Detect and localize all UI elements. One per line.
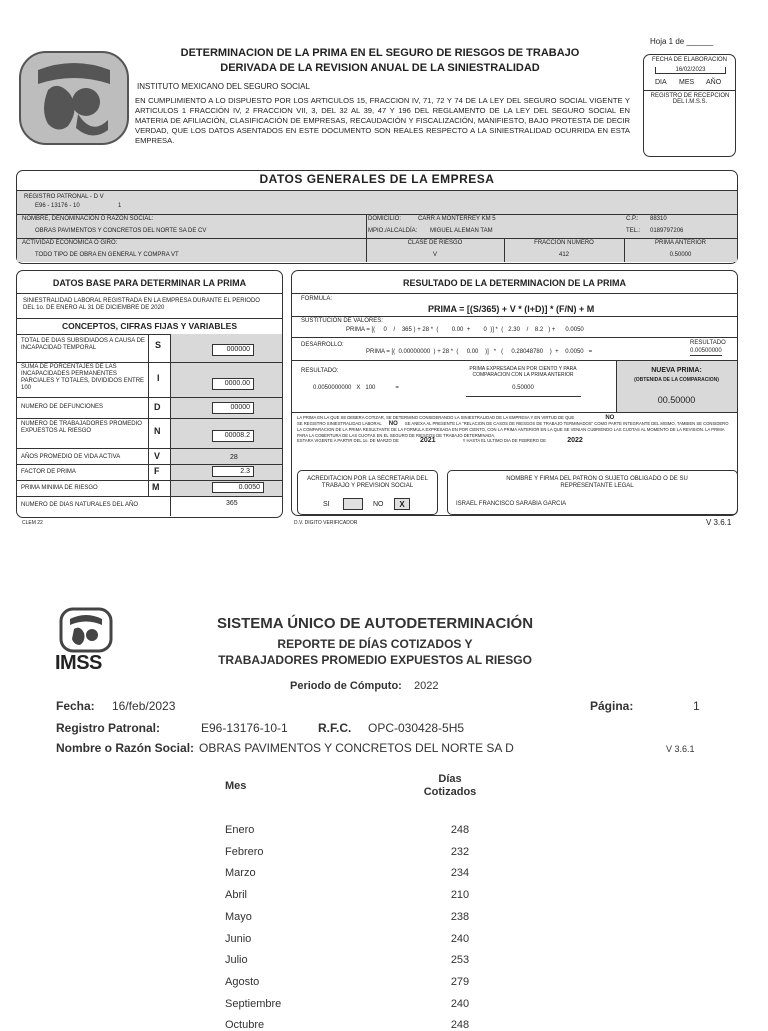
form-title-line1: DETERMINACION DE LA PRIMA EN EL SEGURO DE RIESGOS DE TRABAJO	[180, 47, 580, 59]
resultado-title: RESULTADO DE LA DETERMINACION DE LA PRIMA	[403, 278, 626, 288]
month-name: Octubre	[225, 1019, 265, 1031]
concept-value: 2.3	[212, 466, 254, 477]
mes-label: MES	[679, 79, 695, 86]
concept-label: NUMERO DE DIAS NATURALES DEL AÑO	[21, 502, 139, 508]
month-name: Julio	[225, 954, 248, 967]
municipio-value: MIGUEL ALEMAN TAM	[430, 228, 493, 234]
resultado-calc: 0.0050000000 X 100 =	[313, 385, 399, 391]
actividad-label: ACTIVIDAD ECONOMICA O GIRO:	[22, 240, 118, 246]
month-name: Febrero	[225, 845, 264, 858]
fraccion-label: FRACCION NUMERO	[534, 240, 594, 246]
si-label: SI	[323, 501, 330, 508]
pagina-value: 1	[693, 699, 700, 713]
formula-text: PRIMA = [(S/365) + V * (I+D)] * (F/N) + M	[428, 304, 595, 314]
dv-digito-label: D.V. DIGITO VERIFICADOR	[294, 520, 358, 526]
month-name: Junio	[225, 932, 252, 945]
days-value: 248	[450, 824, 470, 836]
desarrollo-text: PRIMA = [( 0.00000000 ) + 28 * ( 0.00 )] * ( 0.28048780 ) + 0.0050 =	[366, 349, 593, 355]
month-name: Septiembre	[225, 997, 282, 1010]
sustitucion-text: PRIMA = [( 0 / 365 ) + 28 * ( 0.00 + 0 )] * ( 2.30 / 8.2 ) + 0.0050	[346, 327, 584, 333]
days-value: 210	[450, 889, 470, 902]
hoja-label: Hoja 1 de ______	[650, 37, 714, 46]
desarrollo-label: DESARROLLO:	[301, 342, 344, 348]
days-value: 234	[450, 867, 470, 880]
concept-letter: S	[155, 340, 162, 350]
concept-value: 0000.00	[212, 378, 254, 390]
fecha-label: Fecha:	[56, 699, 95, 713]
nueva-prima-label: NUEVA PRIMA:	[651, 367, 702, 374]
col-header-mes: Mes	[225, 780, 247, 792]
tel-label: TEL.:	[626, 228, 641, 234]
report-subtitle1: REPORTE DE DÍAS COTIZADOS Y	[277, 637, 473, 651]
sustitucion-label: SUSTITUCION DE VALORES:	[301, 318, 383, 324]
col-header-dias-1: Días	[438, 773, 462, 785]
clase-riesgo-label: CLASE DE RIESGO	[407, 240, 463, 246]
siniestralidad-text: SINIESTRALIDAD LABORAL REGISTRADA EN LA EMPRESA DURANTE EL PERIODO DEL 1o. DE ENERO AL 31 DE DICIEMBRE DE 2020	[23, 298, 260, 311]
clase-riesgo-value: V	[432, 252, 437, 258]
domicilio-label: DOMICILIO:	[368, 216, 402, 222]
registro-patronal-label: REGISTRO PATRONAL - D V	[24, 194, 104, 200]
month-name: Abril	[225, 889, 248, 902]
report-title: SISTEMA ÚNICO DE AUTODETERMINACIÓN	[216, 615, 534, 632]
registro-value: E96-13176-10-1	[201, 721, 288, 735]
nueva-prima-sub: (OBTENIDA DE LA COMPARACION)	[634, 377, 719, 383]
days-value: 248	[450, 1019, 470, 1031]
firma-name: ISRAEL FRANCISCO SARABIA GARCIA	[456, 501, 567, 507]
concept-value: 28	[230, 454, 238, 461]
tel-value: 0189797206	[650, 228, 684, 234]
concept-letter: F	[154, 466, 160, 476]
cp-value: 88310	[650, 216, 667, 222]
nombre-value: OBRAS PAVIMENTOS Y CONCRETOS DEL NORTE SA DE CV	[35, 228, 207, 234]
resultado-label: RESULTADO:	[301, 368, 339, 374]
institute-name: INSTITUTO MEXICANO DEL SEGURO SOCIAL	[137, 82, 310, 91]
anio-label: AÑO	[706, 79, 722, 86]
acreditacion-label: ACREDITACION POR LA SECRETARIA DEL TRABAJO Y PREVISION SOCIAL	[307, 476, 428, 489]
domicilio-value: CARR A MONTERREY KM 5	[418, 216, 496, 222]
resultado-small-label: RESULTADO	[690, 340, 726, 346]
desarrollo-result: 0.00500000	[690, 348, 722, 354]
prima-anterior-label: PRIMA ANTERIOR	[654, 240, 706, 246]
month-name: Enero	[225, 824, 255, 836]
imss-logo-text: IMSS	[55, 652, 102, 674]
fecha-elaboracion-value: 16/02/2023	[655, 67, 726, 74]
days-value: 253	[450, 954, 470, 967]
concept-letter: M	[152, 482, 160, 492]
concept-value: 000000	[212, 344, 254, 356]
days-value: 238	[450, 910, 470, 923]
conceptos-title: CONCEPTOS, CIFRAS FIJAS Y VARIABLES	[61, 321, 238, 331]
fecha-elaboracion-label: FECHA DE ELABORACION	[651, 57, 728, 63]
concept-letter: V	[154, 451, 161, 461]
cp-label: C.P.:	[626, 216, 639, 222]
nombre-razon-value: OBRAS PAVIMENTOS Y CONCRETOS DEL NORTE SA D	[199, 741, 514, 755]
municipio-label: MPIO./ALCALDÍA:	[368, 228, 418, 234]
firma-label: NOMBRE Y FIRMA DEL PATRON O SUJETO OBLIGADO O DE SU REPRESENTANTE LEGAL	[506, 476, 688, 489]
registro-label: Registro Patronal:	[56, 721, 161, 735]
concept-label: TOTAL DE DIAS SUBSIDIADOS A CAUSA DE INCAPACIDAD TEMPORAL	[21, 338, 145, 351]
fraccion-value: 412	[558, 252, 569, 258]
concept-letter: I	[157, 373, 160, 383]
form-version: V 3.6.1	[706, 518, 732, 527]
days-value: 232	[450, 845, 470, 858]
month-name: Agosto	[225, 975, 260, 988]
datos-generales-title: DATOS GENERALES DE LA EMPRESA	[259, 172, 495, 186]
concept-label: PRIMA MINIMA DE RIESGO	[21, 485, 98, 491]
pagina-label: Página:	[590, 699, 634, 713]
col-header-dias-2: Cotizados	[423, 786, 477, 798]
registro-patronal-value: E96 - 13176 - 10	[35, 203, 80, 209]
rfc-value: OPC-030428-5H5	[368, 721, 465, 735]
concept-value: 00000	[212, 402, 254, 414]
concept-label: SUMA DE PORCENTAJES DE LAS INCAPACIDADES PERMANENTES PARCIALES Y TOTALES, DIVIDIDOS ENTRE 100	[21, 364, 145, 391]
declaration-text: EN CUMPLIMIENTO A LO DISPUESTO POR LOS ARTICULOS 15, FRACCION IV, 71, 72 Y 74 DE LA LEY DEL SEGURO SOCIAL VIGENTE Y ARTICULOS 1 FRACCIÓN IV, 2 FRACCION VII, 3, DEL 32 AL 39, 47 Y 196 DEL REGLAMENTO DE LA LEY DEL SEGURO SOCIAL EN MATERIA DE AFILIACIÓN, CLASIFICACIÓN DE EMPRESAS, RECAUDACIÓN Y FISCALIZACIÓN, MANIFIESTO, BAJO PROTESTA DE DECIR VERDAD, QUE LOS DATOS ASENTADOS EN ESTE DOCUMENTO SON REALES RESPECTO A LA SINIESTRALIDAD OCURRIDA EN ESTA EMPRESA.	[135, 96, 630, 145]
report-subtitle2: TRABAJADORES PROMEDIO EXPUESTOS AL RIESGO	[218, 653, 532, 667]
legal-text: LA PRIMA EN LA QUE SE DEBERA COTIZAR, SE DETERMINO CONSIDERANDO LA SINIESTRALIDAD DE LA EMPRESA Y EN VIRTUD DE QUE NO SE REGISTRO SINIESTRALIDAD LABORAL NO SE ANEXA AL PRESENTE LA "RELACION DE CASOS DE RIESGOS DE TRABAJO TERMINADOS" COMO PARTE INTEGRANTE DEL MISMO, TAMBIEN SE CONSIDERO LA COMPARACION DE LA PRIMA RESULTANTE DE LA FORMULA EXPRESADA EN POR CIENTO, CON LA PRIMA ANTERIOR EN LA QUE SE VENIAN CUBRIENDO LAS CUOTAS AL MOMENTO DE LA REVISION. LA PRIMA PARA LA COBERTURA DE LAS CUOTAS EN EL SEGURO DE RIESGOS DE TRABAJO DETERMINADA, ESTARA VIGENTE A PARTIR DEL 1o. DE MARZO DE 2021 Y HASTA EL ULTIMO DIA DE FEBRERO DE 2022	[297, 415, 729, 444]
no-checkbox[interactable]: X	[394, 498, 410, 510]
registro-recepcion-label: REGISTRO DE RECEPCION DEL I.M.S.S.	[650, 93, 730, 105]
days-value: 240	[450, 932, 470, 945]
periodo-value: 2022	[414, 680, 439, 692]
prima-pct-label: PRIMA EXPRESADA EN POR CIENTO Y PARA COMPARACION CON LA PRIMA ANTERIOR	[469, 366, 577, 378]
nombre-razon-label: Nombre o Razón Social:	[56, 741, 195, 755]
imss-logo-icon	[18, 50, 130, 146]
si-checkbox[interactable]	[343, 498, 363, 510]
nueva-prima-value: 00.50000	[657, 395, 696, 405]
form-title-line2: DERIVADA DE LA REVISION ANUAL DE LA SINIESTRALIDAD	[220, 62, 540, 74]
clem-code: CLEM 22	[22, 520, 43, 526]
actividad-value: TODO TIPO DE OBRA EN GENERAL Y COMPRA VT	[35, 252, 179, 258]
concept-letter: D	[154, 402, 161, 412]
concept-label: NUMERO DE TRABAJADORES PROMEDIO EXPUESTOS AL RIESGO	[21, 421, 142, 434]
nombre-label: NOMBRE, DENOMINACION O RAZON SOCIAL:	[22, 216, 154, 222]
concept-label: FACTOR DE PRIMA	[21, 469, 76, 475]
prima-anterior-value: 0.50000	[669, 252, 692, 258]
report-version: V 3.6.1	[666, 744, 695, 754]
concept-value: 00008.2	[212, 430, 254, 442]
rfc-label: R.F.C.	[318, 721, 352, 735]
prima-pct-value: 0.50000	[512, 385, 534, 391]
dia-label: DIA	[655, 79, 667, 86]
month-name: Mayo	[225, 910, 252, 923]
periodo-label: Periodo de Cómputo:	[290, 680, 402, 692]
concept-label: NUMERO DE DEFUNCIONES	[21, 404, 104, 410]
dv-value: 1	[118, 203, 122, 209]
month-name: Marzo	[225, 867, 256, 880]
imss-eagle-logo-icon	[58, 607, 114, 653]
fecha-value: 16/feb/2023	[112, 699, 176, 713]
concept-label: AÑOS PROMEDIO DE VIDA ACTIVA	[21, 454, 121, 460]
days-value: 279	[450, 975, 470, 988]
concept-value: 0.0050	[212, 482, 264, 493]
concept-letter: N	[154, 426, 161, 436]
no-label: NO	[373, 501, 384, 508]
days-value: 240	[450, 997, 470, 1010]
datos-base-title: DATOS BASE PARA DETERMINAR LA PRIMA	[52, 278, 247, 288]
formula-label: FORMULA:	[301, 296, 333, 302]
concept-value: 365	[226, 500, 238, 507]
